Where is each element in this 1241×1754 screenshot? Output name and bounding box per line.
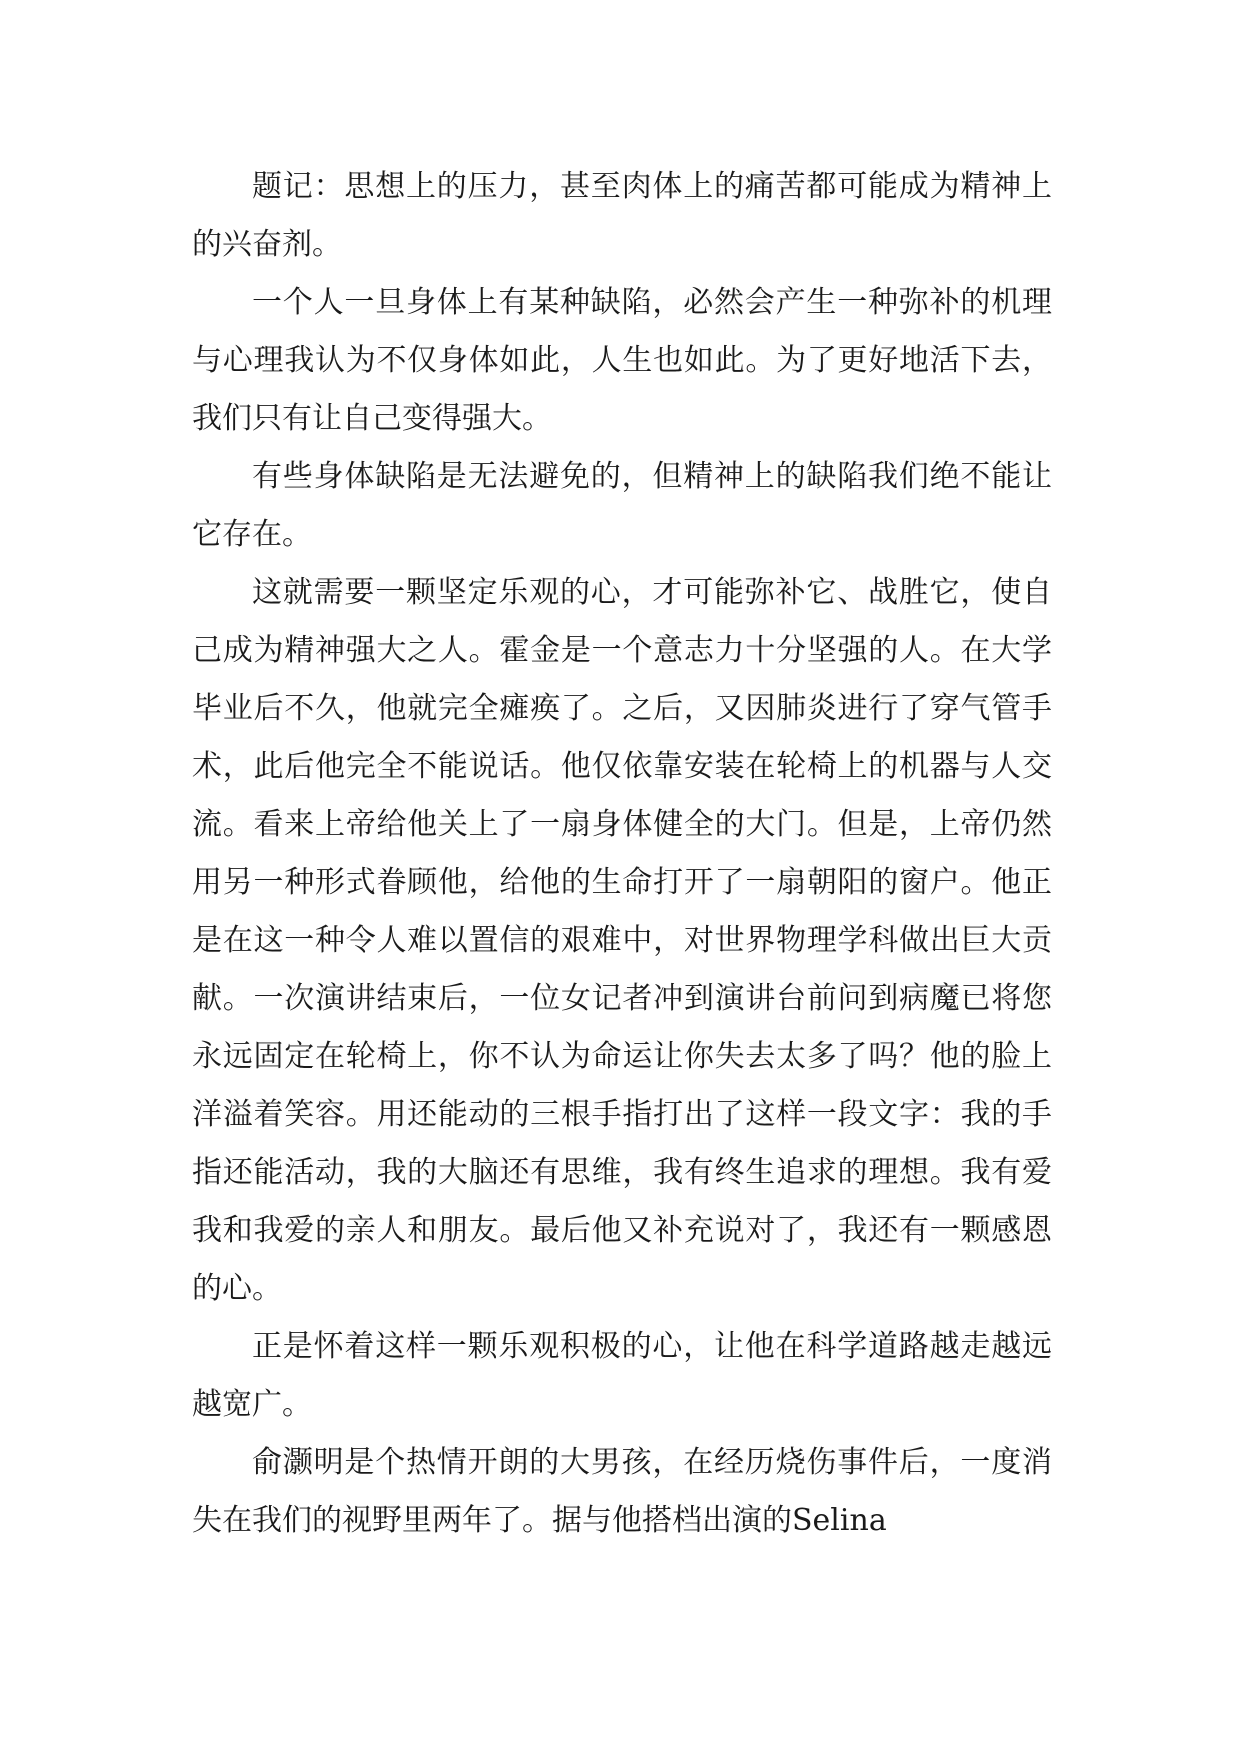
body-paragraph-1: 一个人一旦身体上有某种缺陷，必然会产生一种弥补的机理与心理我认为不仅身体如此，人生也如此。为了更好地活下去，我们只有让自己变得强大。	[192, 285, 1052, 436]
body-paragraph-2: 有些身体缺陷是无法避免的，但精神上的缺陷我们绝不能让它存在。	[192, 459, 1052, 552]
body-paragraph-3: 这就需要一颗坚定乐观的心，才可能弥补它、战胜它，使自己成为精神强大之人。霍金是一个意志力十分坚强的人。在大学毕业后不久，他就完全瘫痪了。之后，又因肺炎进行了穿气管手术，此后他完全不能说话。他仅依靠安装在轮椅上的机器与人交流。看来上帝给他关上了一扇身体健全的大门。但是，上帝仍然用另一种形式眷顾他，给他的生命打开了一扇朝阳的窗户。他正是在这一种令人难以置信的艰难中，对世界物理学科做出巨大贡献。一次演讲结束后，一位女记者冲到演讲台前问到病魔已将您永远固定在轮椅上，你不认为命运让你失去太多了吗？他的脸上洋溢着笑容。用还能动的三根手指打出了这样一段文字：我的手指还能活动，我的大脑还有思维，我有终生追求的理想。我有爱我和我爱的亲人和朋友。最后他又补充说对了，我还有一颗感恩的心。	[192, 575, 1052, 1306]
epigraph-paragraph: 题记：思想上的压力，甚至肉体上的痛苦都可能成为精神上的兴奋剂。	[192, 169, 1052, 262]
body-paragraph-4: 正是怀着这样一颗乐观积极的心，让他在科学道路越走越远越宽广。	[192, 1329, 1052, 1422]
document-page	[192, 158, 1052, 1550]
body-paragraph-5: 俞灏明是个热情开朗的大男孩，在经历烧伤事件后，一度消失在我们的视野里两年了。据与他搭档出演的Selina	[192, 1445, 1052, 1538]
